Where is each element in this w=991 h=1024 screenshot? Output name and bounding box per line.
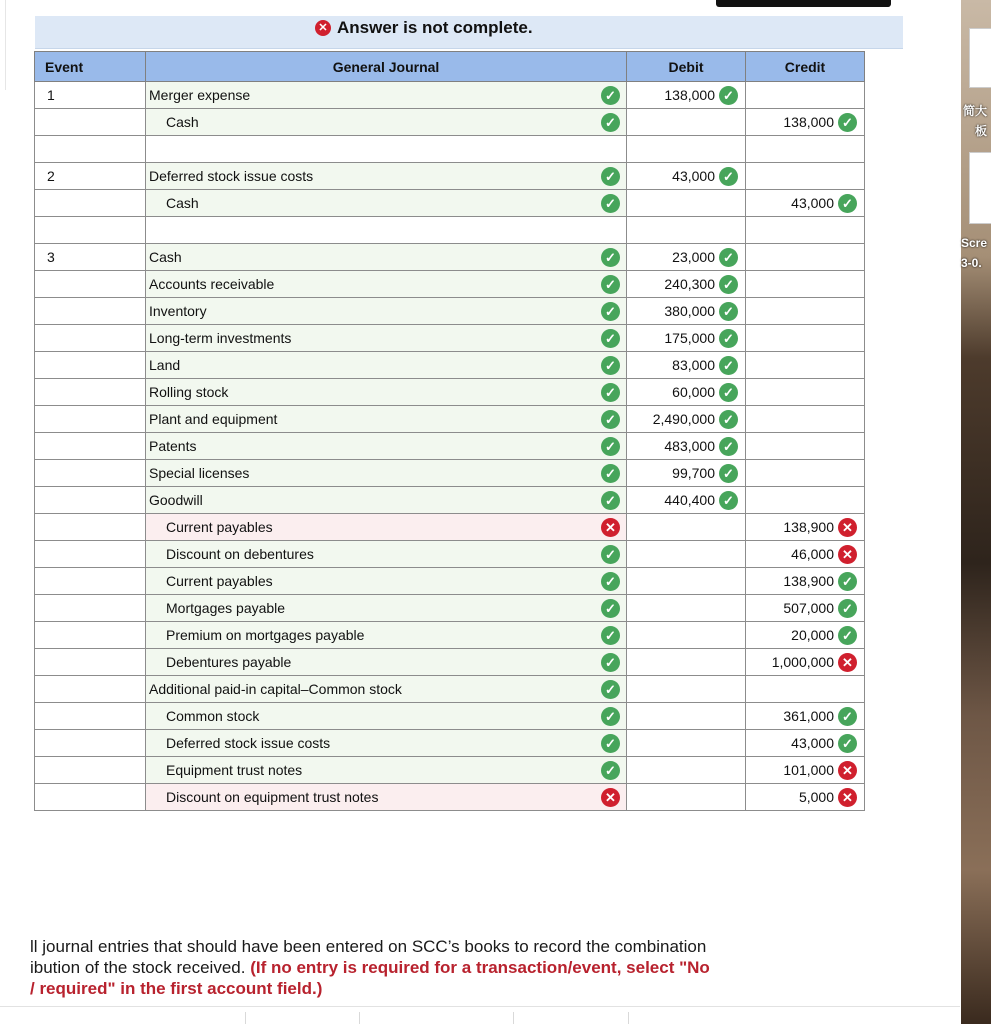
credit-input[interactable] [746,757,865,784]
check-circle-icon: ✓ [601,167,620,186]
credit-value: 46,000 [791,546,834,562]
table-row [35,514,865,541]
table-header-row [35,52,865,82]
event-cell [35,487,146,514]
table-row [35,379,865,406]
x-circle-icon: ✕ [838,761,857,780]
table-row [35,352,865,379]
check-circle-icon: ✓ [601,653,620,672]
check-circle-icon: ✓ [601,410,620,429]
x-circle-icon: ✕ [838,545,857,564]
account-name: Cash [166,114,199,130]
event-cell [35,433,146,460]
instructions-line-2 [30,957,710,978]
account-name: Special licenses [149,465,250,481]
debit-value: 99,700 [672,465,715,481]
check-circle-icon: ✓ [719,248,738,267]
x-circle-icon: ✕ [838,653,857,672]
account-select[interactable] [146,298,627,325]
credit-input[interactable] [746,568,865,595]
account-select[interactable] [146,622,627,649]
debit-input[interactable] [627,325,746,352]
account-name: Patents [149,438,197,454]
check-circle-icon: ✓ [719,464,738,483]
table-row [35,649,865,676]
account-name: Merger expense [149,87,251,103]
account-name: Land [149,357,181,373]
check-circle-icon: ✓ [601,545,620,564]
check-circle-icon: ✓ [719,302,738,321]
account-select[interactable] [146,352,627,379]
x-circle-icon: ✕ [601,788,620,807]
left-divider [0,0,6,90]
debit-input[interactable] [627,703,746,730]
check-circle-icon: ✓ [601,194,620,213]
table-row [35,136,865,163]
account-name: Long-term investments [149,330,292,346]
table-row [35,568,865,595]
account-select[interactable] [146,730,627,757]
check-circle-icon: ✓ [601,491,620,510]
account-select[interactable] [146,163,627,190]
debit-value: 380,000 [664,303,715,319]
account-select[interactable] [146,190,627,217]
event-cell [35,109,146,136]
account-name: Discount on equipment trust notes [166,789,379,805]
event-cell [35,595,146,622]
check-circle-icon: ✓ [719,410,738,429]
check-circle-icon: ✓ [719,437,738,456]
account-select[interactable] [146,325,627,352]
event-cell [35,298,146,325]
account-select[interactable] [146,757,627,784]
check-circle-icon: ✓ [601,302,620,321]
account-select[interactable] [146,433,627,460]
account-select[interactable] [146,379,627,406]
credit-input[interactable] [746,703,865,730]
account-select[interactable] [146,595,627,622]
table-row [35,406,865,433]
account-name: Inventory [149,303,207,319]
credit-input[interactable] [746,595,865,622]
credit-input[interactable] [746,730,865,757]
bottom-divider [0,1006,960,1007]
account-select[interactable] [146,703,627,730]
event-cell [35,649,146,676]
account-select[interactable] [146,676,627,703]
table-row [35,190,865,217]
debit-input[interactable] [627,271,746,298]
credit-value: 138,000 [783,114,834,130]
debit-input[interactable] [627,379,746,406]
instructions-line-1: ll journal entries that should have been entered on SCC’s books to record the combination [30,937,707,956]
event-cell [35,271,146,298]
debit-input[interactable] [627,460,746,487]
check-circle-icon: ✓ [601,572,620,591]
check-circle-icon: ✓ [601,734,620,753]
credit-input[interactable] [746,136,865,163]
credit-value: 361,000 [783,708,834,724]
event-cell [35,568,146,595]
credit-input[interactable] [746,379,865,406]
credit-input[interactable] [746,217,865,244]
table-row [35,217,865,244]
check-circle-icon: ✓ [601,329,620,348]
credit-input[interactable] [746,433,865,460]
check-circle-icon: ✓ [838,572,857,591]
credit-input[interactable] [746,541,865,568]
event-cell [35,325,146,352]
debit-input[interactable] [627,730,746,757]
check-circle-icon: ✓ [838,734,857,753]
check-circle-icon: ✓ [838,113,857,132]
debit-value: 483,000 [664,438,715,454]
event-cell [35,784,146,811]
event-cell [35,352,146,379]
account-name: Debentures payable [166,654,292,670]
event-cell [35,757,146,784]
table-row [35,730,865,757]
event-cell [35,460,146,487]
event-cell [35,379,146,406]
check-circle-icon: ✓ [601,464,620,483]
account-name: Current payables [166,519,273,535]
account-select[interactable] [146,514,627,541]
credit-value: 43,000 [791,195,834,211]
credit-input[interactable] [746,244,865,271]
table-row [35,109,865,136]
table-row [35,676,865,703]
debit-input[interactable] [627,217,746,244]
event-cell: 3 [35,244,146,271]
table-row [35,487,865,514]
debit-input[interactable] [627,757,746,784]
desktop-file-thumbnail[interactable] [969,28,991,88]
debit-input[interactable] [627,595,746,622]
debit-input[interactable] [627,541,746,568]
event-cell [35,190,146,217]
header-debit: Debit [627,52,746,82]
account-select[interactable] [146,406,627,433]
check-circle-icon: ✓ [719,491,738,510]
bottom-tick [245,1012,246,1024]
credit-value: 1,000,000 [771,654,834,670]
table-row [35,784,865,811]
banner-text: Answer is not complete. [337,18,533,37]
check-circle-icon: ✓ [719,275,738,294]
debit-input[interactable] [627,514,746,541]
bottom-tick [628,1012,629,1024]
account-select[interactable] [146,784,627,811]
account-select[interactable] [146,460,627,487]
account-select[interactable] [146,541,627,568]
table-row [35,82,865,109]
top-black-bar [716,0,891,7]
debit-input[interactable] [627,433,746,460]
instructions [30,936,710,999]
credit-input[interactable] [746,163,865,190]
credit-input[interactable] [746,325,865,352]
check-circle-icon: ✓ [719,167,738,186]
debit-input[interactable] [627,163,746,190]
check-circle-icon: ✓ [601,86,620,105]
credit-input[interactable] [746,676,865,703]
table-row [35,433,865,460]
event-cell [35,622,146,649]
check-circle-icon: ✓ [601,113,620,132]
table-row [35,325,865,352]
debit-input[interactable] [627,190,746,217]
table-row [35,244,865,271]
account-select[interactable] [146,649,627,676]
check-circle-icon: ✓ [601,707,620,726]
account-name: Additional paid-in capital–Common stock [149,681,402,697]
check-circle-icon: ✓ [838,626,857,645]
event-cell: 2 [35,163,146,190]
credit-value: 507,000 [783,600,834,616]
credit-value: 101,000 [783,762,834,778]
debit-value: 60,000 [672,384,715,400]
desktop-label-2[interactable]: 板 [975,124,988,138]
debit-input[interactable] [627,406,746,433]
desktop-label-1[interactable]: 简大 [963,104,988,118]
event-cell [35,541,146,568]
debit-value: 83,000 [672,357,715,373]
event-cell [35,703,146,730]
credit-value: 138,900 [783,519,834,535]
account-select[interactable] [146,271,627,298]
account-select[interactable] [146,244,627,271]
credit-input[interactable] [746,649,865,676]
account-name: Equipment trust notes [166,762,303,778]
account-select[interactable] [146,568,627,595]
check-circle-icon: ✓ [838,707,857,726]
x-circle-icon: ✕ [838,518,857,537]
desktop-label-4[interactable]: 3-0. [961,256,982,270]
account-name: Current payables [166,573,273,589]
debit-input[interactable] [627,298,746,325]
header-general-journal: General Journal [146,52,627,82]
credit-input[interactable] [746,109,865,136]
account-name: Rolling stock [149,384,229,400]
account-select[interactable] [146,109,627,136]
check-circle-icon: ✓ [838,599,857,618]
credit-value: 5,000 [798,789,834,805]
table-row [35,271,865,298]
debit-value: 138,000 [664,87,715,103]
account-name: Common stock [166,708,260,724]
account-select[interactable] [146,217,627,244]
debit-input[interactable] [627,136,746,163]
check-circle-icon: ✓ [601,437,620,456]
table-row [35,757,865,784]
check-circle-icon: ✓ [601,761,620,780]
table-row [35,622,865,649]
account-name: Plant and equipment [149,411,278,427]
check-circle-icon: ✓ [719,383,738,402]
check-circle-icon: ✓ [601,626,620,645]
table-row [35,541,865,568]
debit-input[interactable] [627,82,746,109]
account-name: Goodwill [149,492,203,508]
check-circle-icon: ✓ [719,329,738,348]
x-circle-icon: ✕ [315,20,331,36]
account-select[interactable] [146,487,627,514]
credit-input[interactable] [746,514,865,541]
debit-input[interactable] [627,649,746,676]
debit-value: 440,400 [664,492,715,508]
debit-input[interactable] [627,244,746,271]
credit-input[interactable] [746,82,865,109]
account-name: Cash [166,195,199,211]
event-cell [35,730,146,757]
credit-value: 138,900 [783,573,834,589]
instructions-line-3: / required" in the first account field.) [30,979,323,998]
event-cell [35,514,146,541]
instructions-line-2-red: (If no entry is required for a transaction/event, select "No [250,958,710,977]
credit-input[interactable] [746,271,865,298]
account-name: Discount on debentures [166,546,314,562]
credit-input[interactable] [746,784,865,811]
table-row [35,595,865,622]
debit-input[interactable] [627,487,746,514]
x-circle-icon: ✕ [838,788,857,807]
general-journal-table [34,51,865,811]
header-event: Event [35,52,146,82]
account-select[interactable] [146,82,627,109]
desktop-background [961,0,991,1024]
bottom-tick [359,1012,360,1024]
debit-value: 240,300 [664,276,715,292]
debit-input[interactable] [627,352,746,379]
table-row [35,703,865,730]
check-circle-icon: ✓ [601,356,620,375]
header-credit: Credit [746,52,865,82]
account-select[interactable] [146,136,627,163]
account-name: Mortgages payable [166,600,286,616]
account-name: Premium on mortgages payable [166,627,365,643]
event-cell: 1 [35,82,146,109]
debit-input[interactable] [627,109,746,136]
check-circle-icon: ✓ [719,356,738,375]
bottom-tick [513,1012,514,1024]
account-name: Deferred stock issue costs [149,168,314,184]
account-name: Deferred stock issue costs [166,735,331,751]
journal-body [35,82,865,811]
credit-input[interactable] [746,622,865,649]
check-circle-icon: ✓ [601,680,620,699]
credit-input[interactable] [746,352,865,379]
debit-input[interactable] [627,676,746,703]
event-cell [35,217,146,244]
debit-input[interactable] [627,568,746,595]
event-cell [35,406,146,433]
check-circle-icon: ✓ [601,599,620,618]
table-row [35,163,865,190]
instructions-line-2-plain: ibution of the stock received. [30,958,251,977]
x-circle-icon: ✕ [601,518,620,537]
credit-value: 43,000 [791,735,834,751]
desktop-label-3[interactable]: Scre [961,236,988,250]
account-name: Cash [149,249,182,265]
status-banner [35,16,903,49]
credit-input[interactable] [746,460,865,487]
check-circle-icon: ✓ [601,248,620,267]
credit-input[interactable] [746,406,865,433]
check-circle-icon: ✓ [601,383,620,402]
credit-input[interactable] [746,487,865,514]
check-circle-icon: ✓ [601,275,620,294]
debit-value: 43,000 [672,168,715,184]
credit-input[interactable] [746,298,865,325]
debit-value: 2,490,000 [652,411,715,427]
table-row [35,298,865,325]
debit-input[interactable] [627,622,746,649]
debit-value: 175,000 [664,330,715,346]
credit-value: 20,000 [791,627,834,643]
credit-input[interactable] [746,190,865,217]
debit-value: 23,000 [672,249,715,265]
debit-input[interactable] [627,784,746,811]
event-cell [35,676,146,703]
table-row [35,460,865,487]
desktop-screenshot-thumbnail[interactable] [969,152,991,224]
check-circle-icon: ✓ [838,194,857,213]
account-name: Accounts receivable [149,276,275,292]
event-cell [35,136,146,163]
check-circle-icon: ✓ [719,86,738,105]
